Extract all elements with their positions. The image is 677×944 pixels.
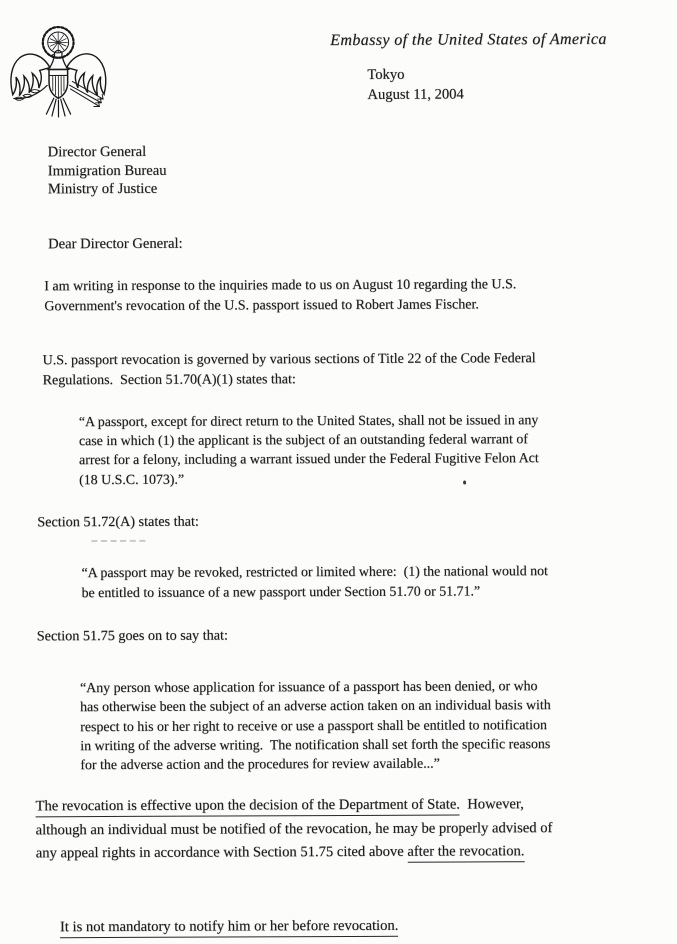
quote-line: has otherwise been the subject of an adverse action taken on an individual basis with — [80, 698, 551, 716]
underlined-text: The revocation is effective upon the decision of the Department of State. — [35, 796, 460, 816]
paragraph-line: Government's revocation of the U.S. passport issued to Robert James Fischer. — [44, 297, 479, 315]
letterhead-date: August 11, 2004 — [367, 85, 464, 103]
blockquote-section-5175 — [80, 677, 551, 776]
quote-line: “A passport, except for direct return to the United States, shall not be issued in any — [78, 413, 539, 431]
paragraph-regulations — [43, 349, 536, 390]
letterhead-org: Embassy of the United States of America — [330, 30, 607, 50]
blockquote-section-5172 — [81, 562, 548, 603]
closing-line — [35, 793, 552, 819]
paragraph-line: U.S. passport revocation is governed by various sections of Title 22 of the Code Federal — [42, 351, 536, 369]
final-statement — [38, 901, 399, 944]
quote-line: “Any person whose application for issuance of a passport has been denied, or who — [79, 679, 538, 697]
quote-line: case in which (1) the applicant is the subject of an outstanding federal warrant of — [78, 432, 528, 450]
paragraph-line: I am writing in response to the inquiries made to us on August 10 regarding the U.S. — [44, 277, 517, 295]
recipient-line: Immigration Bureau — [47, 162, 167, 179]
quote-line: “A passport may be revoked, restricted or limited where: (1) the national would not — [81, 564, 548, 582]
closing-paragraph — [35, 793, 552, 866]
closing-line — [36, 840, 553, 866]
quote-line: for the adverse action and the procedures for review available...” — [80, 756, 440, 774]
quote-line: be entitled to issuance of a new passport under Section 51.70 or 51.71.” — [81, 583, 481, 601]
underlined-text: after the revocation. — [407, 843, 524, 862]
great-seal-icon — [4, 23, 112, 126]
scan-dot-artifact — [463, 480, 466, 484]
blockquote-section-5170 — [79, 411, 539, 490]
closing-text: any appeal rights in accordance with Section 51.75 cited above — [35, 843, 408, 862]
section-5175-intro: Section 51.75 goes on to say that: — [36, 627, 228, 645]
letterhead-city: Tokyo — [367, 66, 405, 83]
paragraph-line: Regulations. Section 51.70(A)(1) states that: — [42, 371, 296, 388]
quote-line: arrest for a felony, including a warrant issued under the Federal Fugitive Felon Act — [78, 451, 539, 469]
quote-line: respect to his or her right to receive or use a passport shall be entitled to notification — [80, 717, 547, 735]
recipient-line: Ministry of Justice — [47, 180, 158, 198]
letterhead-city-date — [367, 65, 464, 104]
quote-line: (18 U.S.C. 1073).” — [79, 472, 185, 488]
recipient-block — [48, 143, 167, 199]
quote-line: in writing of the adverse writing. The notification shall set forth the specific reasons — [80, 736, 551, 755]
closing-line: although an individual must be notified of the revocation, he may be properly advised of — [35, 819, 553, 838]
underlined-text: It is not mandatory to notify him or her before revocation. — [60, 918, 398, 938]
scan-smudge-artifact — [91, 540, 145, 542]
closing-text: However, — [459, 796, 524, 813]
paragraph-intro — [44, 275, 516, 317]
section-5172-intro: Section 51.72(A) states that: — [37, 513, 199, 531]
recipient-line: Director General — [47, 143, 147, 161]
salutation: Dear Director General: — [48, 235, 183, 253]
